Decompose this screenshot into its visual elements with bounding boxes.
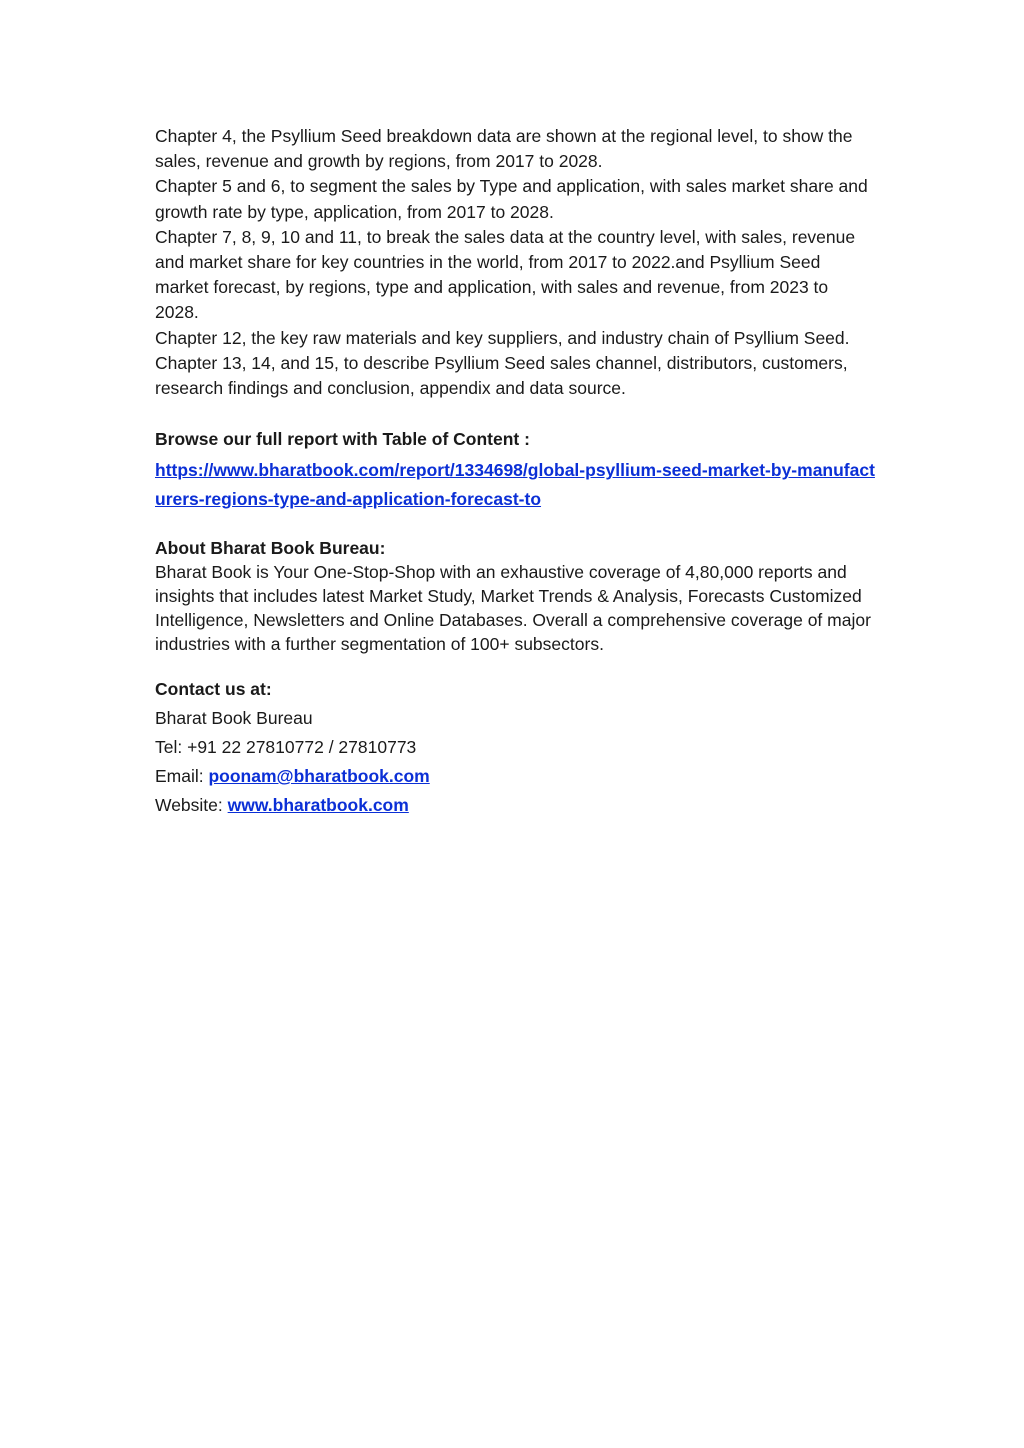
document-page — [155, 124, 875, 820]
contact-tel: Tel: +91 22 27810772 / 27810773 — [155, 737, 417, 758]
chapter-12-text: Chapter 12, the key raw materials and key suppliers, and industry chain of Psyllium Seed. — [155, 327, 850, 348]
email-link[interactable]: poonam@bharatbook.com — [208, 766, 430, 787]
chapter-4-text: Chapter 4, the Psyllium Seed breakdown data are shown at the regional level, to show the sales, revenue and growth by regions, from 2017 to 2028. — [155, 126, 853, 172]
browse-heading: Browse our full report with Table of Content : — [155, 429, 530, 450]
about-section — [155, 536, 875, 656]
email-label: Email: — [155, 766, 209, 787]
contact-website-line — [155, 791, 875, 820]
contact-email-line — [155, 762, 875, 791]
chapter-7-11-text: Chapter 7, 8, 9, 10 and 11, to break the sales data at the country level, with sales, revenue and market share for key countries in the world, from 2017 to 2022.and Psyllium Seed market forecast, by regions, type and application, with sales and revenue, from 2023 to 2028. — [155, 226, 856, 323]
about-text: Bharat Book is Your One-Stop-Shop with an exhaustive coverage of 4,80,000 reports and insights that includes latest Market Study, Market Trends & Analysis, Forecasts Customized Intelligence, Newsletters and Online Databases. Overall a comprehensive coverage of major industries with a further segmentation of 100+ subsectors. — [155, 562, 871, 655]
contact-company: Bharat Book Bureau — [155, 708, 313, 729]
chapter-descriptions — [155, 124, 875, 401]
website-label: Website: — [155, 795, 228, 816]
browse-report-section — [155, 427, 875, 514]
website-link[interactable]: www.bharatbook.com — [227, 795, 409, 816]
about-heading: About Bharat Book Bureau: — [155, 538, 386, 559]
chapter-13-15-text: Chapter 13, 14, and 15, to describe Psyllium Seed sales channel, distributors, customers, research findings and conclusion, appendix and data source. — [155, 352, 848, 399]
contact-heading: Contact us at: — [155, 679, 272, 700]
chapter-5-6-text: Chapter 5 and 6, to segment the sales by Type and application, with sales market share and growth rate by type, application, from 2017 to 2028. — [155, 176, 868, 222]
contact-section — [155, 675, 875, 820]
report-link[interactable]: https://www.bharatbook.com/report/1334698/global-psyllium-seed-market-by-manufacturers-regions-type-and-application-forecast-to — [155, 460, 875, 510]
